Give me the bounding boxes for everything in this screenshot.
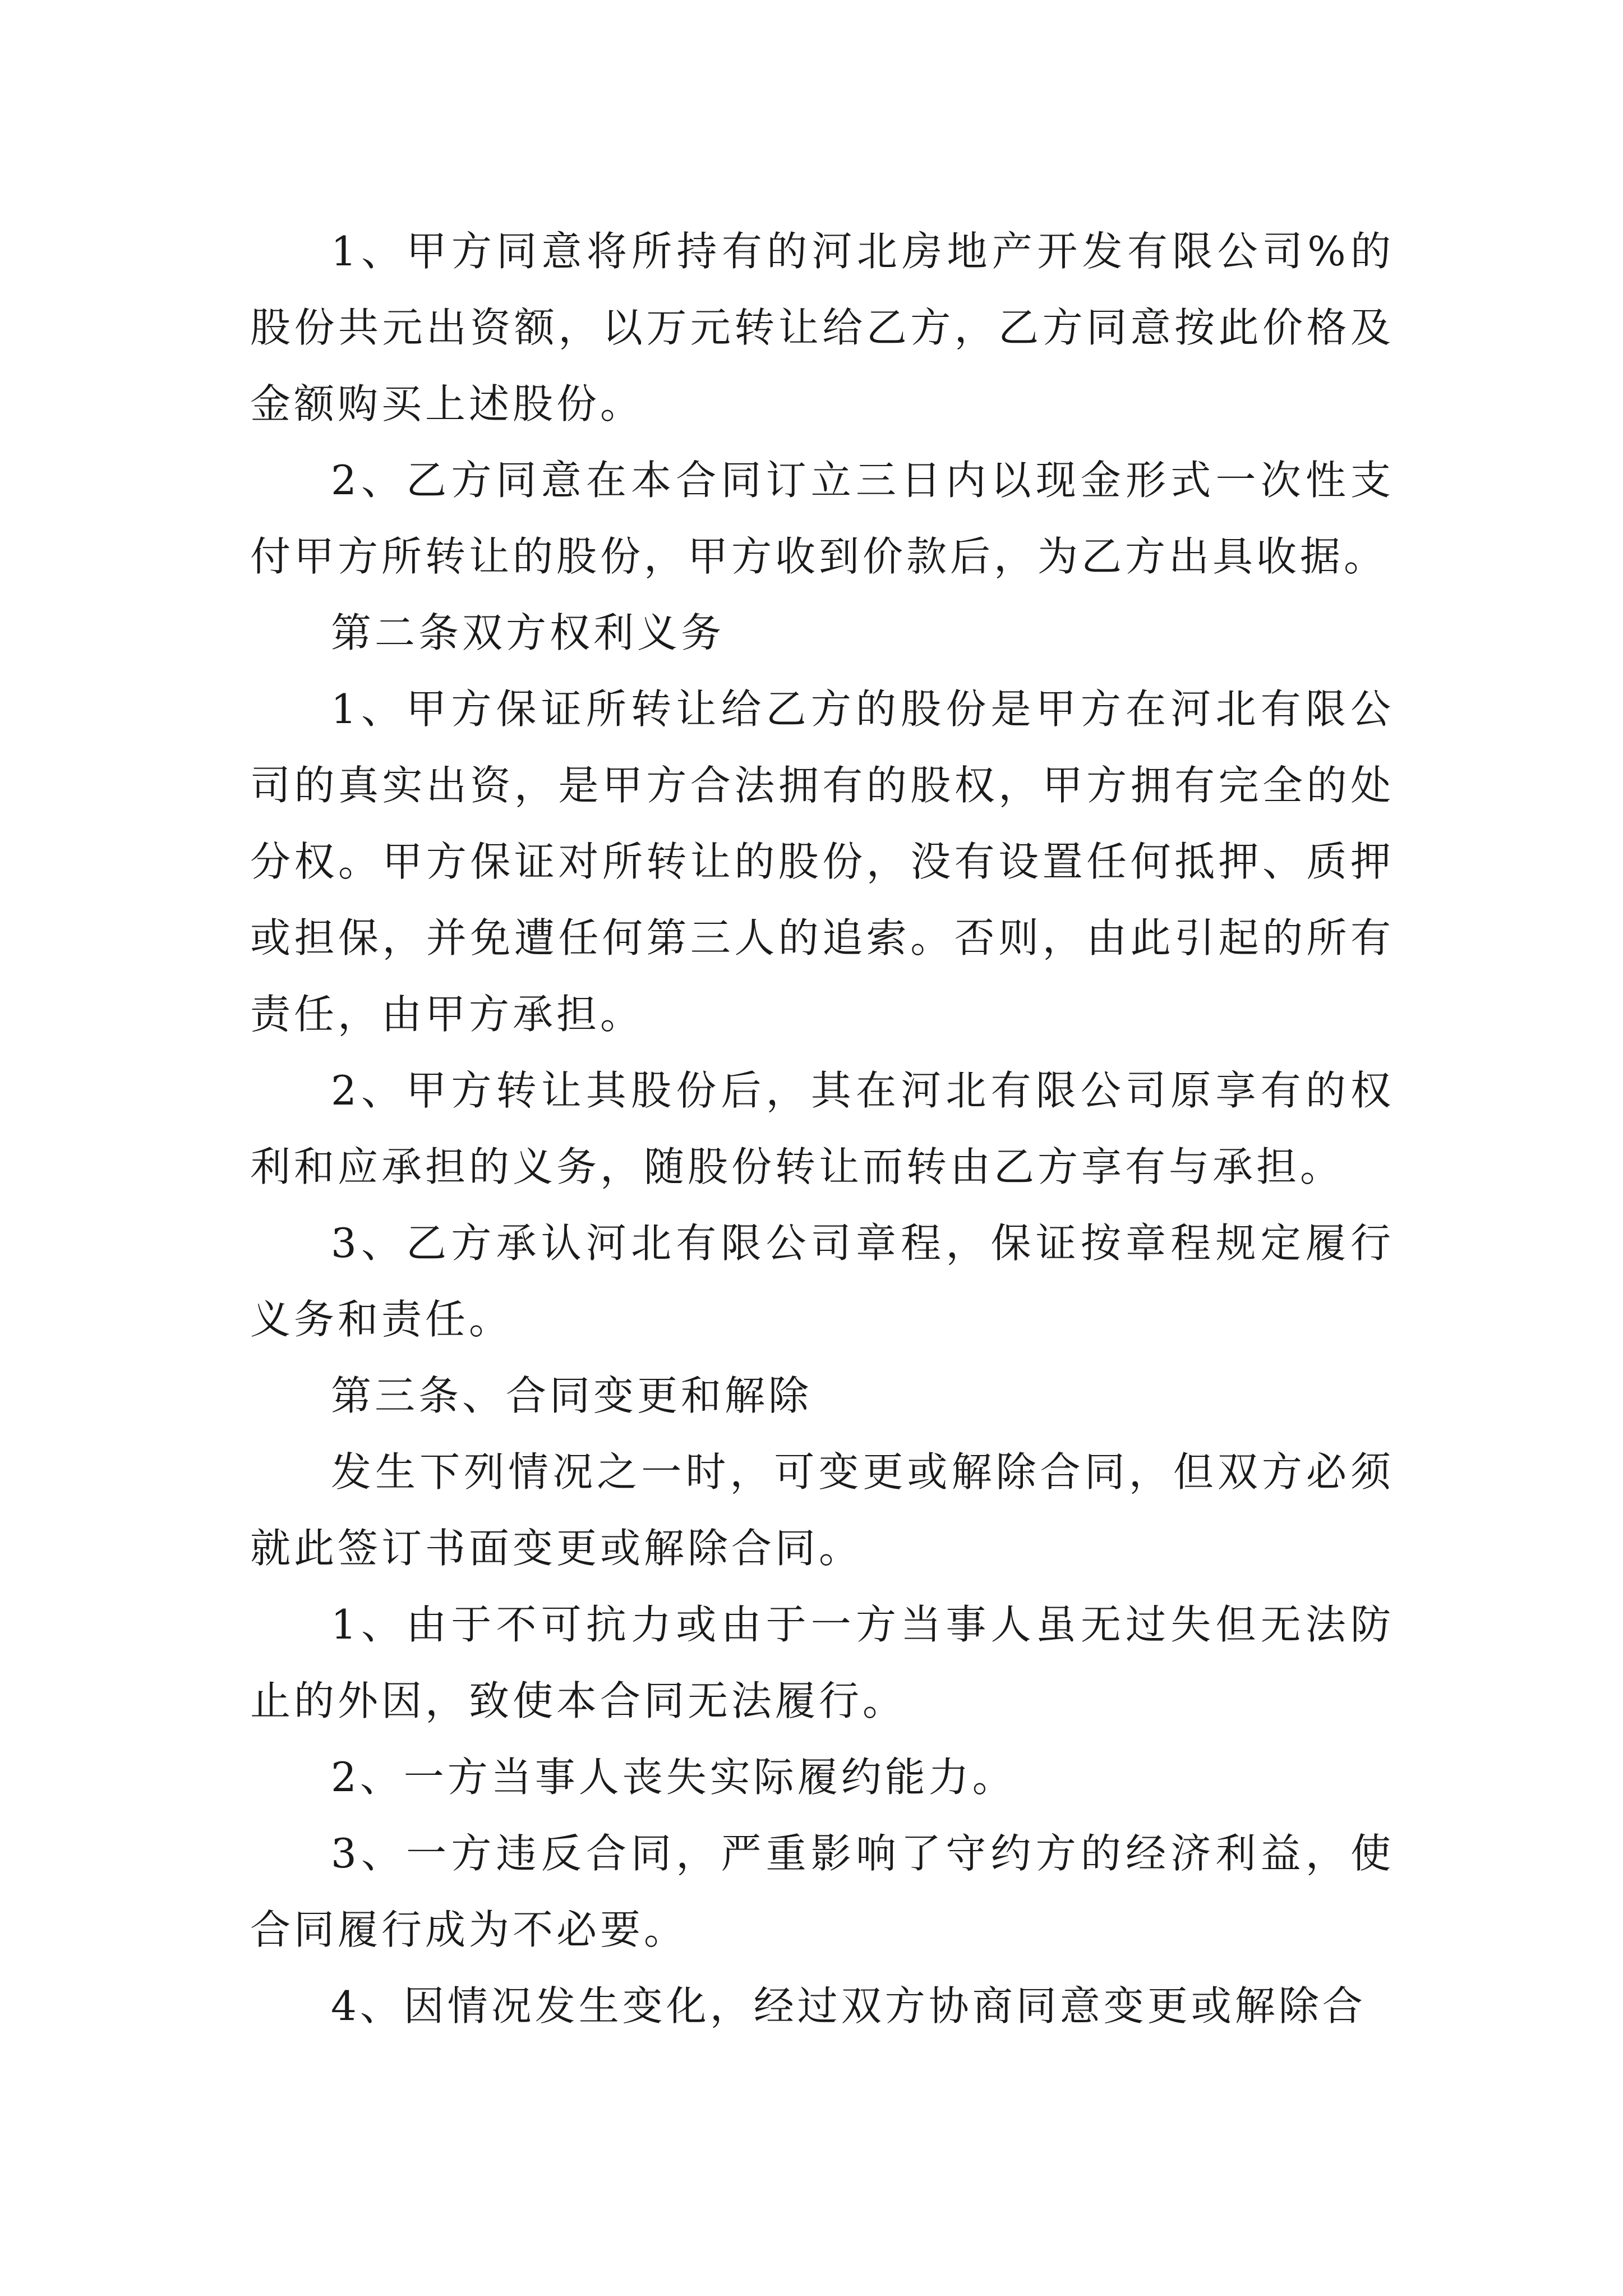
paragraph-clause-1-2: 2、乙方同意在本合同订立三日内以现金形式一次性支付甲方所转让的股份，甲方收到价款后，为乙方出具收据。	[250, 457, 1394, 580]
paragraph-clause-2-1: 1、甲方保证所转让给乙方的股份是甲方在河北有限公司的真实出资，是甲方合法拥有的股权，甲方拥有完全的处分权。甲方保证对所转让的股份，没有设置任何抵押、质押或担保，并免遭任何第三人的追索。否则，由此引起的所有责任，由甲方承担。	[250, 685, 1394, 1038]
paragraph-clause-3-4: 4、因情况发生变化，经过双方协商同意变更或解除合	[331, 1982, 1366, 2030]
paragraph-article-3-intro: 发生下列情况之一时，可变更或解除合同，但双方必须就此签订书面变更或解除合同。	[250, 1448, 1394, 1572]
paragraph-clause-1-1: 1、甲方同意将所持有的河北房地产开发有限公司%的股份共元出资额，以万元转让给乙方，乙方同意按此价格及金额购买上述股份。	[250, 228, 1394, 427]
paragraph-clause-2-2: 2、甲方转让其股份后，其在河北有限公司原享有的权利和应承担的义务，随股份转让而转由乙方享有与承担。	[250, 1067, 1394, 1190]
section-heading-article-2: 第二条双方权利义务	[331, 609, 725, 656]
paragraph-clause-2-3: 3、乙方承认河北有限公司章程，保证按章程规定履行义务和责任。	[250, 1220, 1394, 1343]
document-body	[250, 213, 1394, 2044]
paragraph-clause-3-1: 1、由于不可抗力或由于一方当事人虽无过失但无法防止的外因，致使本合同无法履行。	[250, 1601, 1394, 1724]
section-heading-article-3: 第三条、合同变更和解除	[331, 1372, 813, 1419]
paragraph-clause-3-3: 3、一方违反合同，严重影响了守约方的经济利益，使合同履行成为不必要。	[250, 1830, 1394, 1953]
paragraph-clause-3-2: 2、一方当事人丧失实际履约能力。	[331, 1754, 1016, 1801]
